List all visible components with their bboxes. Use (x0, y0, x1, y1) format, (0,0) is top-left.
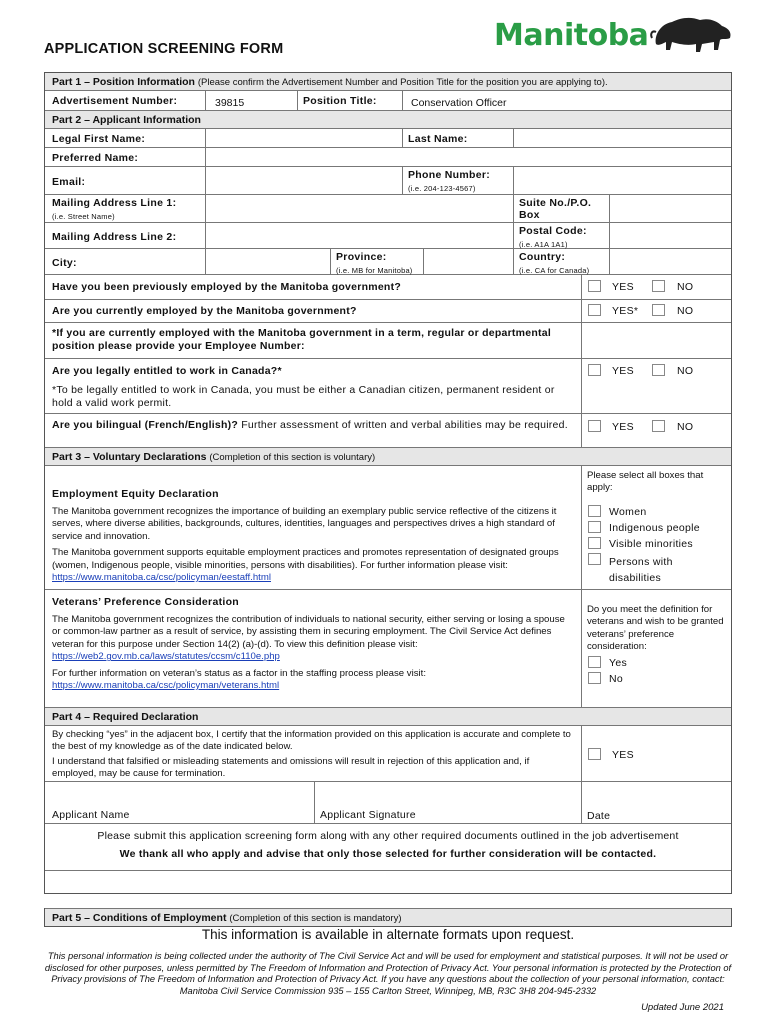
vet-title: Veterans’ Preference Consideration (52, 596, 240, 608)
ee-women-checkbox[interactable] (588, 505, 601, 517)
legally-note: *To be legally entitled to work in Canada, you must be either a Canadian citizen, permanent resident or hold a valid work permit. (52, 384, 555, 409)
ee-indigenous-label: Indigenous people (609, 522, 700, 534)
province-hint: (i.e. MB for Manitoba) (336, 266, 413, 275)
phone-field[interactable] (514, 167, 731, 194)
phone-label: Phone Number: (408, 169, 491, 181)
vet-text-block (52, 596, 572, 707)
province-field[interactable] (424, 249, 513, 274)
email-label: Email: (52, 176, 86, 188)
manitoba-logo (494, 14, 734, 56)
prev-employed-no-checkbox[interactable] (652, 280, 665, 292)
part1-fields-row (45, 91, 731, 111)
submit-note: Please submit this application screening form along with any other required documents outlined in the job advertisement (97, 830, 679, 842)
mailing2-label: Mailing Address Line 2: (52, 231, 177, 243)
ad-number-label: Advertisement Number: (52, 95, 178, 107)
bison-icon (650, 14, 734, 56)
application-form (44, 72, 732, 894)
prev-employed-yes-label: YES (612, 281, 634, 293)
postal-label: Postal Code: (519, 225, 587, 237)
last-name-field[interactable] (514, 129, 731, 147)
vet-no-checkbox[interactable] (588, 672, 601, 684)
bilingual-yes-label: YES (612, 421, 634, 433)
curr-employed-yes-checkbox[interactable] (588, 304, 601, 316)
prev-employed-question: Have you been previously employed by the Manitoba government? (52, 281, 401, 293)
email-row (45, 167, 731, 195)
employment-equity-row (45, 466, 731, 590)
blank-row (45, 871, 731, 893)
bilingual-yes-checkbox[interactable] (588, 420, 601, 432)
vet-no-label: No (609, 673, 624, 685)
mailing1-hint: (i.e. Street Name) (52, 212, 115, 221)
vet-yes-checkbox[interactable] (588, 656, 601, 668)
ee-paragraph-1: The Manitoba government recognizes the importance of building an exemplary public service reflective of the citizens it serves, where diverse abilities, backgrounds, cultures, identities, languages and perspectives drives a high standard of service and innovation. (52, 506, 557, 542)
vet-link-2-wrap (52, 680, 572, 692)
prev-employed-yes-checkbox[interactable] (588, 280, 601, 292)
ee-visible-minorities-checkbox[interactable] (588, 537, 601, 549)
applicant-signature-label: Applicant Signature (320, 809, 416, 821)
legally-entitled-row (45, 359, 731, 381)
city-row (45, 249, 731, 275)
privacy-notice: This personal information is being collected under the authority of The Civil Service Act and will be used for employment and statistical purposes. It will not be used or disclosed for other purposes, unless permitted by The Freedom of Information and Protection of Privacy Act. Your personal information is protected by the Protection of Privacy provisions of The Freedom of Information and Protection of Privacy Act. If you have any questions about the collection of your personal information, contact: Manitoba Civil Service Commission 935 – 155 Carlton Street, Winnipeg, MB, R3C 3H8 204-945-2332 (44, 951, 732, 996)
preferred-name-row (45, 148, 731, 167)
part1-header: Part 1 – Position Information (Please confirm the Advertisement Number and Position Title for the position you are applying to). (45, 73, 731, 91)
province-label-group (336, 251, 413, 274)
declaration-p1: By checking “yes” in the adjacent box, I certify that the information provided on this application is accurate and complete to the best of my knowledge as of the date indicated below. (52, 729, 571, 753)
part4-header: Part 4 – Required Declaration (45, 708, 731, 726)
applicant-name-label: Applicant Name (52, 809, 130, 821)
declaration-p2: I understand that falsified or misleading statements and omissions will result in rejection of this application and, if employed, may be cause for termination. (52, 755, 530, 780)
vet-question: Do you meet the definition for veterans and wish to be granted veterans’ preference consideration: (587, 604, 724, 653)
country-label-group (519, 251, 589, 274)
mailing1-row (45, 195, 731, 223)
vet-link-1[interactable]: https://web2.gov.mb.ca/laws/statutes/ccsm/c110e.php (52, 651, 280, 663)
updated-date: Updated June 2021 (641, 1002, 724, 1013)
submit-note-row (45, 824, 731, 871)
declaration-yes-label: YES (612, 749, 634, 761)
position-title-label: Position Title: (303, 95, 377, 107)
postal-field[interactable] (610, 223, 731, 248)
prev-employed-row (45, 275, 731, 300)
mailing1-label-group (52, 197, 176, 222)
phone-hint: (i.e. 204-123-4567) (408, 184, 476, 193)
legally-yes-label: YES (612, 365, 634, 377)
city-label: City: (52, 257, 77, 269)
date-label: Date (587, 810, 611, 822)
curr-employed-yes-label: YES* (612, 305, 639, 317)
ee-title: Employment Equity Declaration (52, 488, 219, 500)
ee-text-block (52, 488, 572, 589)
country-label: Country: (519, 251, 566, 263)
bilingual-no-label: NO (677, 421, 694, 433)
curr-employed-no-checkbox[interactable] (652, 304, 665, 316)
legal-first-name-field[interactable] (206, 129, 401, 147)
mailing1-field[interactable] (206, 195, 513, 222)
employee-number-field[interactable] (582, 323, 731, 358)
declaration-yes-checkbox[interactable] (588, 748, 601, 760)
ee-disabilities-checkbox[interactable] (588, 553, 601, 565)
ee-visible-minorities-label: Visible minorities (609, 538, 693, 550)
legally-no-checkbox[interactable] (652, 364, 665, 376)
employee-number-row (45, 323, 731, 359)
country-field[interactable] (610, 249, 731, 274)
ee-link[interactable]: https://www.manitoba.ca/csc/policyman/eestaff.html (52, 572, 271, 584)
position-title-field[interactable]: Conservation Officer (411, 97, 507, 109)
curr-employed-no-label: NO (677, 305, 694, 317)
legally-entitled-question: Are you legally entitled to work in Canada?* (52, 365, 282, 377)
vet-paragraph-2: For further information on veteran’s status as a factor in the staffing process please visit: (52, 667, 426, 679)
postal-label-group (519, 225, 587, 248)
mailing2-row (45, 223, 731, 249)
preferred-name-label: Preferred Name: (52, 152, 139, 164)
logo-wordmark: Manitoba (494, 18, 649, 53)
mailing2-field[interactable] (206, 223, 513, 248)
alternate-formats-note: This information is available in alternate formats upon request. (201, 927, 575, 942)
suite-label: Suite No./P.O. Box (519, 197, 592, 221)
email-field[interactable] (206, 167, 401, 194)
suite-field[interactable] (610, 195, 731, 222)
ee-paragraph-2: The Manitoba government supports equitable employment practices and promotes representation of designated groups (women, Indigenous people, visible minorities, persons with disabilities). For further information please visit: https://www.manitoba.ca/csc/policyman/eestaff.html (52, 547, 559, 584)
name-row (45, 129, 731, 148)
phone-label-group (408, 169, 490, 194)
part2-header: Part 2 – Applicant Information (45, 111, 731, 129)
employee-number-note: *If you are currently employed with the Manitoba government in a term, regular or departmental position please provide your Employee Number: (52, 327, 552, 352)
province-label: Province: (336, 251, 387, 263)
bilingual-no-checkbox[interactable] (652, 420, 665, 432)
city-field[interactable] (206, 249, 330, 274)
legally-no-label: NO (677, 365, 694, 377)
prev-employed-no-label: NO (677, 281, 694, 293)
country-hint: (i.e. CA for Canada) (519, 266, 590, 275)
thanks-note: We thank all who apply and advise that only those selected for further consideration will be contacted. (119, 848, 657, 860)
postal-hint: (i.e. A1A 1A1) (519, 240, 568, 249)
bilingual-row (45, 414, 731, 448)
part5-box (44, 908, 732, 927)
mailing1-label: Mailing Address Line 1: (52, 197, 177, 209)
curr-employed-question: Are you currently employed by the Manitoba government? (52, 305, 357, 317)
ee-indigenous-checkbox[interactable] (588, 521, 601, 533)
part5-header: Part 5 – Conditions of Employment (Completion of this section is mandatory) (45, 908, 731, 926)
ee-select-instruction: Please select all boxes that apply: (587, 470, 704, 494)
legally-note-row (45, 381, 731, 414)
ee-disabilities-label: Persons with disabilities (609, 556, 673, 584)
vet-yes-label: Yes (609, 657, 628, 669)
ad-number-field[interactable]: 39815 (215, 97, 245, 109)
ee-women-label: Women (609, 506, 647, 518)
preferred-name-field[interactable] (206, 148, 731, 166)
vet-paragraph-1: The Manitoba government recognizes the contribution of individuals to national security, either serving or losing a spouse or common-law partner as a result of service, by assisting them in securing employment. The Civil Service Act defines veteran for this purpose under Section 14(2) (a)-(d). To view this definition please visit: https://web2.gov.mb.ca/laws/statutes/ccsm/c110e.php (52, 614, 565, 663)
vet-link-2[interactable]: https://www.manitoba.ca/csc/policyman/veterans.html (52, 680, 280, 692)
veterans-row (45, 590, 731, 708)
part3-header: Part 3 – Voluntary Declarations (Completion of this section is voluntary) (45, 448, 731, 466)
declaration-row (45, 726, 731, 782)
last-name-label: Last Name: (408, 133, 468, 145)
declaration-text (52, 729, 572, 781)
legally-yes-checkbox[interactable] (588, 364, 601, 376)
curr-employed-row (45, 300, 731, 323)
legal-first-name-label: Legal First Name: (52, 133, 146, 145)
signature-row (45, 782, 731, 824)
bilingual-question: Are you bilingual (French/English)? Further assessment of written and verbal abilities may be required. (52, 419, 568, 431)
form-title: APPLICATION SCREENING FORM (44, 41, 284, 57)
